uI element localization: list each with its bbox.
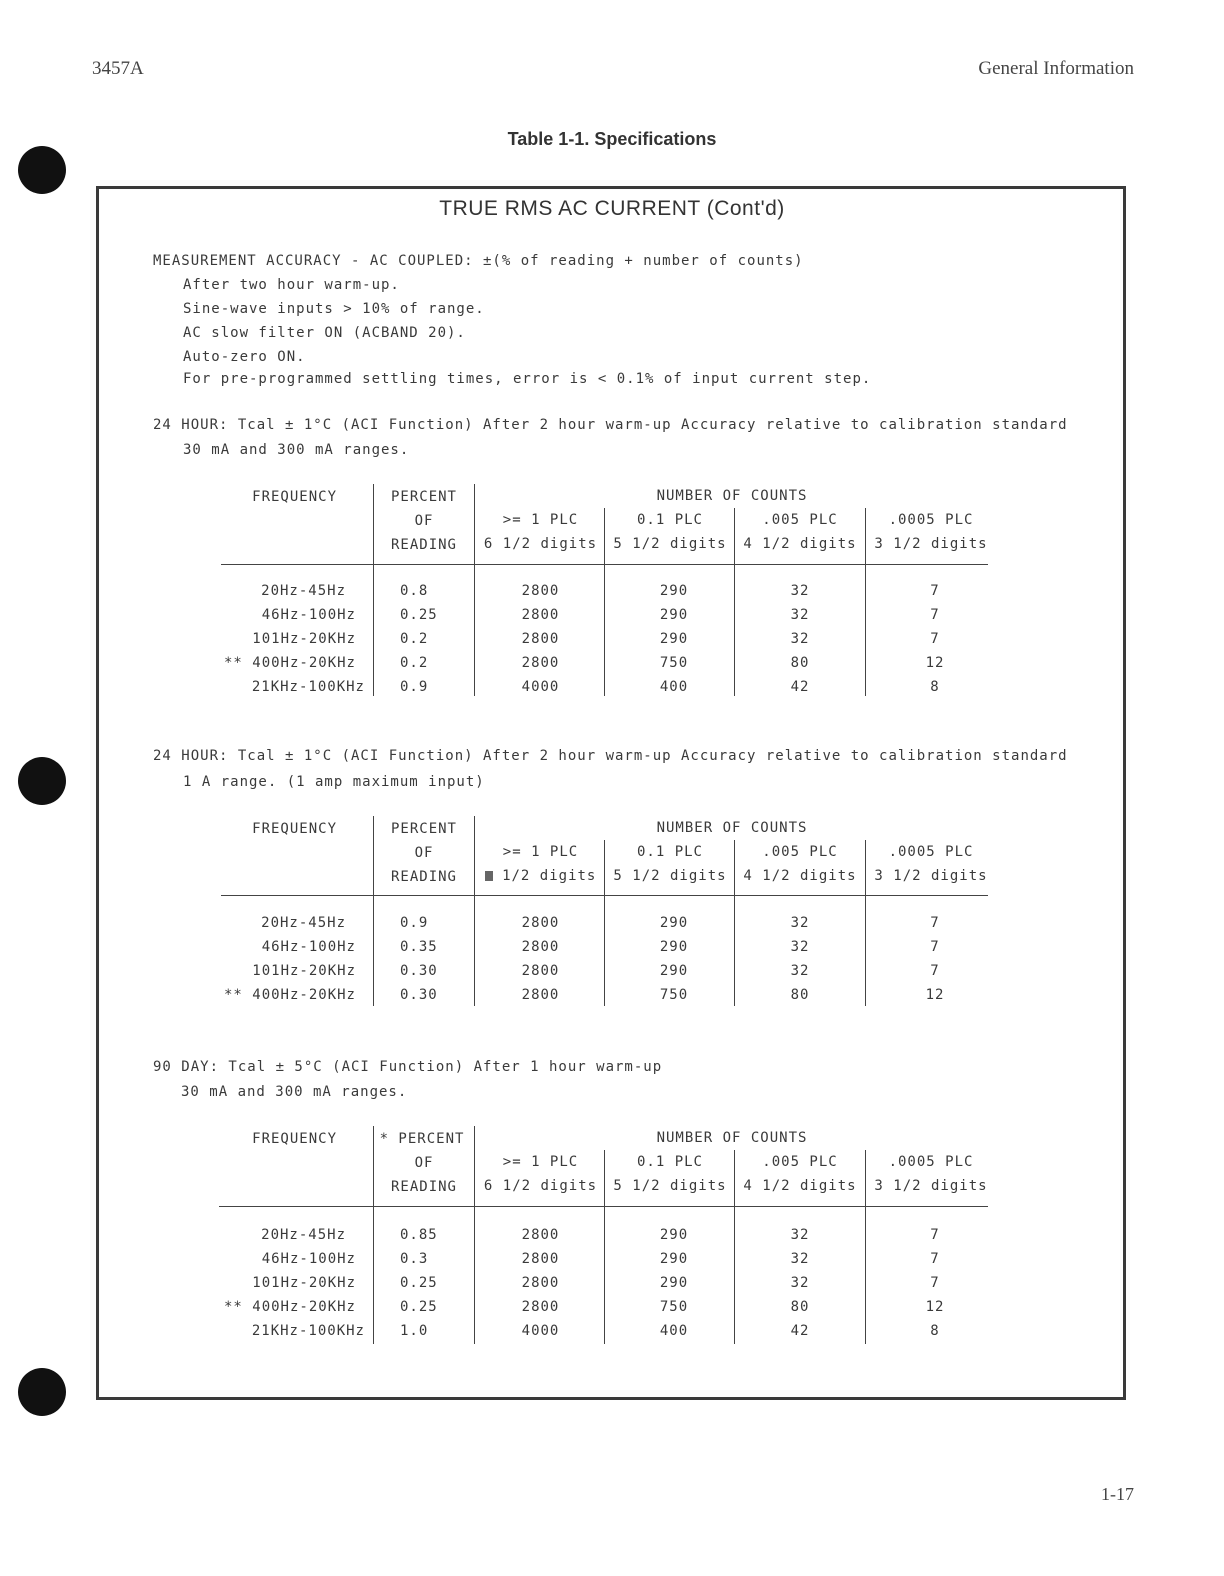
row-percent: 0.85 [400, 1227, 438, 1243]
column-rule [865, 840, 866, 1006]
column-rule [604, 508, 605, 696]
row-count: 4000 [521, 679, 560, 695]
spec-table-1 [0, 484, 1224, 724]
row-count: 8 [930, 1323, 940, 1339]
count-col-plc: 0.1 PLC [636, 512, 703, 528]
row-percent: 0.25 [400, 1299, 438, 1315]
count-col-digits: 1/2 digits [492, 868, 597, 884]
count-col-plc: .005 PLC [762, 512, 838, 528]
intro-note: AC slow filter ON (ACBAND 20). [183, 325, 466, 341]
spec-table-2 [0, 816, 1224, 1056]
col-percent-header: PERCENT [390, 489, 457, 505]
row-count: 2800 [521, 915, 560, 931]
col-percent-header: PERCENT [390, 821, 457, 837]
section-1-line1: 24 HOUR: Tcal ± 1°C (ACI Function) After 2 hour warm-up Accuracy relative to calibration standard [153, 417, 1068, 433]
row-count: 2800 [521, 631, 560, 647]
col-frequency-header: FREQUENCY [252, 821, 337, 837]
row-count: 2800 [521, 655, 560, 671]
row-count: 7 [930, 607, 940, 623]
column-rule [865, 1150, 866, 1344]
col-percent-header: OF [414, 845, 434, 861]
col-frequency-header: FREQUENCY [252, 1131, 337, 1147]
row-count: 290 [659, 1275, 689, 1291]
row-count: 750 [659, 655, 689, 671]
binder-hole [18, 757, 66, 805]
row-count: 2800 [521, 583, 560, 599]
count-col-digits: 5 1/2 digits [613, 536, 727, 552]
row-frequency: ** 400Hz-20KHz [223, 1299, 356, 1315]
column-rule [604, 1150, 605, 1344]
row-count: 2800 [521, 987, 560, 1003]
row-count: 2800 [521, 939, 560, 955]
row-percent: 0.9 [400, 679, 429, 695]
row-count: 2800 [521, 1299, 560, 1315]
count-col-digits: 4 1/2 digits [743, 1178, 857, 1194]
row-percent: 0.8 [400, 583, 429, 599]
row-count: 80 [790, 987, 810, 1003]
row-frequency: 20Hz-45Hz [261, 915, 346, 931]
row-count: 2800 [521, 1251, 560, 1267]
count-col-digits: 3 1/2 digits [874, 868, 988, 884]
row-count: 32 [790, 583, 810, 599]
row-count: 290 [659, 963, 689, 979]
column-rule [373, 1126, 374, 1344]
column-rule [865, 508, 866, 696]
row-count: 7 [930, 915, 940, 931]
row-count: 32 [790, 1227, 810, 1243]
row-frequency: 46Hz-100Hz [261, 1251, 356, 1267]
row-count: 7 [930, 583, 940, 599]
row-count: 290 [659, 607, 689, 623]
count-col-plc: >= 1 PLC [502, 1154, 579, 1170]
row-percent: 0.2 [400, 631, 429, 647]
row-count: 7 [930, 1275, 940, 1291]
header-section: General Information [978, 58, 1134, 79]
row-frequency: 21KHz-100KHz [251, 1323, 365, 1339]
binder-hole [18, 1368, 66, 1416]
row-percent: 0.9 [400, 915, 429, 931]
count-col-plc: .005 PLC [762, 844, 838, 860]
section-2-line2: 1 A range. (1 amp maximum input) [183, 774, 485, 790]
section-3-line2: 30 mA and 300 mA ranges. [181, 1084, 408, 1100]
row-frequency: 46Hz-100Hz [261, 607, 356, 623]
row-count: 42 [790, 1323, 810, 1339]
row-count: 42 [790, 679, 810, 695]
row-count: 290 [659, 631, 689, 647]
row-frequency: ** 400Hz-20KHz [223, 987, 356, 1003]
ink-blot [485, 871, 493, 881]
row-count: 2800 [521, 963, 560, 979]
col-percent-header: OF [414, 513, 434, 529]
column-rule [474, 816, 475, 1006]
count-col-plc: >= 1 PLC [502, 844, 579, 860]
intro-note: For pre-programmed settling times, error is < 0.1% of input current step. [183, 371, 872, 387]
count-col-digits: 6 1/2 digits [483, 536, 598, 552]
count-col-plc: .0005 PLC [888, 1154, 974, 1170]
col-percent-header: READING [390, 869, 457, 885]
row-count: 290 [659, 583, 689, 599]
count-col-digits: 3 1/2 digits [874, 1178, 988, 1194]
row-count: 290 [659, 915, 689, 931]
row-count: 2800 [521, 1275, 560, 1291]
row-count: 32 [790, 1251, 810, 1267]
row-count: 7 [930, 631, 940, 647]
count-col-digits-cell [477, 869, 604, 883]
row-percent: 0.30 [400, 987, 438, 1003]
count-col-digits: 3 1/2 digits [874, 536, 988, 552]
column-rule [474, 484, 475, 696]
col-frequency-header: FREQUENCY [252, 489, 337, 505]
row-count: 2800 [521, 1227, 560, 1243]
col-percent-header: * PERCENT [379, 1131, 465, 1147]
row-count: 400 [659, 1323, 689, 1339]
row-percent: 0.2 [400, 655, 429, 671]
row-count: 32 [790, 939, 810, 955]
row-count: 400 [659, 679, 689, 695]
row-count: 290 [659, 1227, 689, 1243]
row-count: 32 [790, 915, 810, 931]
col-percent-header: READING [390, 1179, 457, 1195]
spec-table-3 [0, 1126, 1224, 1366]
page-number: 1-17 [1101, 1484, 1134, 1504]
count-col-digits: 4 1/2 digits [743, 868, 857, 884]
section-2-line1: 24 HOUR: Tcal ± 1°C (ACI Function) After 2 hour warm-up Accuracy relative to calibration standard [153, 748, 1068, 764]
count-col-plc: 0.1 PLC [636, 1154, 703, 1170]
row-count: 80 [790, 1299, 810, 1315]
row-percent: 0.35 [400, 939, 438, 955]
row-count: 7 [930, 1227, 940, 1243]
row-count: 290 [659, 939, 689, 955]
count-col-digits: 6 1/2 digits [483, 1178, 598, 1194]
row-count: 7 [930, 1251, 940, 1267]
row-count: 32 [790, 1275, 810, 1291]
header-rule [221, 564, 988, 565]
row-count: 8 [930, 679, 940, 695]
row-frequency: 21KHz-100KHz [251, 679, 365, 695]
col-percent-header: OF [414, 1155, 434, 1171]
header-rule [221, 895, 988, 896]
row-count: 12 [925, 1299, 945, 1315]
row-frequency: 101Hz-20KHz [252, 1275, 356, 1291]
column-rule [373, 816, 374, 1006]
count-col-plc: >= 1 PLC [502, 512, 579, 528]
row-frequency: ** 400Hz-20KHz [223, 655, 356, 671]
row-frequency: 101Hz-20KHz [252, 963, 356, 979]
row-percent: 0.3 [400, 1251, 429, 1267]
row-count: 290 [659, 1251, 689, 1267]
row-frequency: 46Hz-100Hz [261, 939, 356, 955]
row-frequency: 20Hz-45Hz [261, 583, 346, 599]
column-rule [474, 1126, 475, 1344]
row-count: 12 [925, 987, 945, 1003]
header-model: 3457A [92, 58, 144, 79]
intro-note: Sine-wave inputs > 10% of range. [183, 301, 485, 317]
table-title: Table 1-1. Specifications [507, 129, 717, 149]
intro-note: Auto-zero ON. [183, 349, 306, 365]
counts-header: NUMBER OF COUNTS [656, 820, 808, 836]
section-3-line1: 90 DAY: Tcal ± 5°C (ACI Function) After 1 hour warm-up [153, 1059, 663, 1075]
row-count: 7 [930, 939, 940, 955]
intro-note: After two hour warm-up. [183, 277, 400, 293]
row-count: 80 [790, 655, 810, 671]
row-frequency: 20Hz-45Hz [261, 1227, 346, 1243]
box-title: TRUE RMS AC CURRENT (Cont'd) [439, 197, 785, 220]
column-rule [604, 840, 605, 1006]
column-rule [734, 1150, 735, 1344]
count-col-plc: .0005 PLC [888, 512, 974, 528]
counts-header: NUMBER OF COUNTS [656, 488, 808, 504]
row-count: 12 [925, 655, 945, 671]
row-count: 750 [659, 987, 689, 1003]
count-col-plc: .005 PLC [762, 1154, 838, 1170]
row-frequency: 101Hz-20KHz [252, 631, 356, 647]
column-rule [373, 484, 374, 696]
row-count: 32 [790, 631, 810, 647]
count-col-digits: 5 1/2 digits [613, 868, 727, 884]
row-count: 2800 [521, 607, 560, 623]
count-col-plc: .0005 PLC [888, 844, 974, 860]
row-percent: 1.0 [400, 1323, 429, 1339]
count-col-digits: 5 1/2 digits [613, 1178, 727, 1194]
row-count: 4000 [521, 1323, 560, 1339]
row-percent: 0.30 [400, 963, 438, 979]
row-percent: 0.25 [400, 1275, 438, 1291]
section-1-line2: 30 mA and 300 mA ranges. [183, 442, 410, 458]
row-count: 32 [790, 963, 810, 979]
row-percent: 0.25 [400, 607, 438, 623]
header-rule [219, 1206, 988, 1207]
row-count: 750 [659, 1299, 689, 1315]
row-count: 32 [790, 607, 810, 623]
count-col-plc: 0.1 PLC [636, 844, 703, 860]
binder-hole [18, 146, 66, 194]
col-percent-header: READING [390, 537, 457, 553]
counts-header: NUMBER OF COUNTS [656, 1130, 808, 1146]
intro-heading: MEASUREMENT ACCURACY - AC COUPLED: ±(% of reading + number of counts) [153, 253, 804, 269]
count-col-digits: 4 1/2 digits [743, 536, 857, 552]
row-count: 7 [930, 963, 940, 979]
